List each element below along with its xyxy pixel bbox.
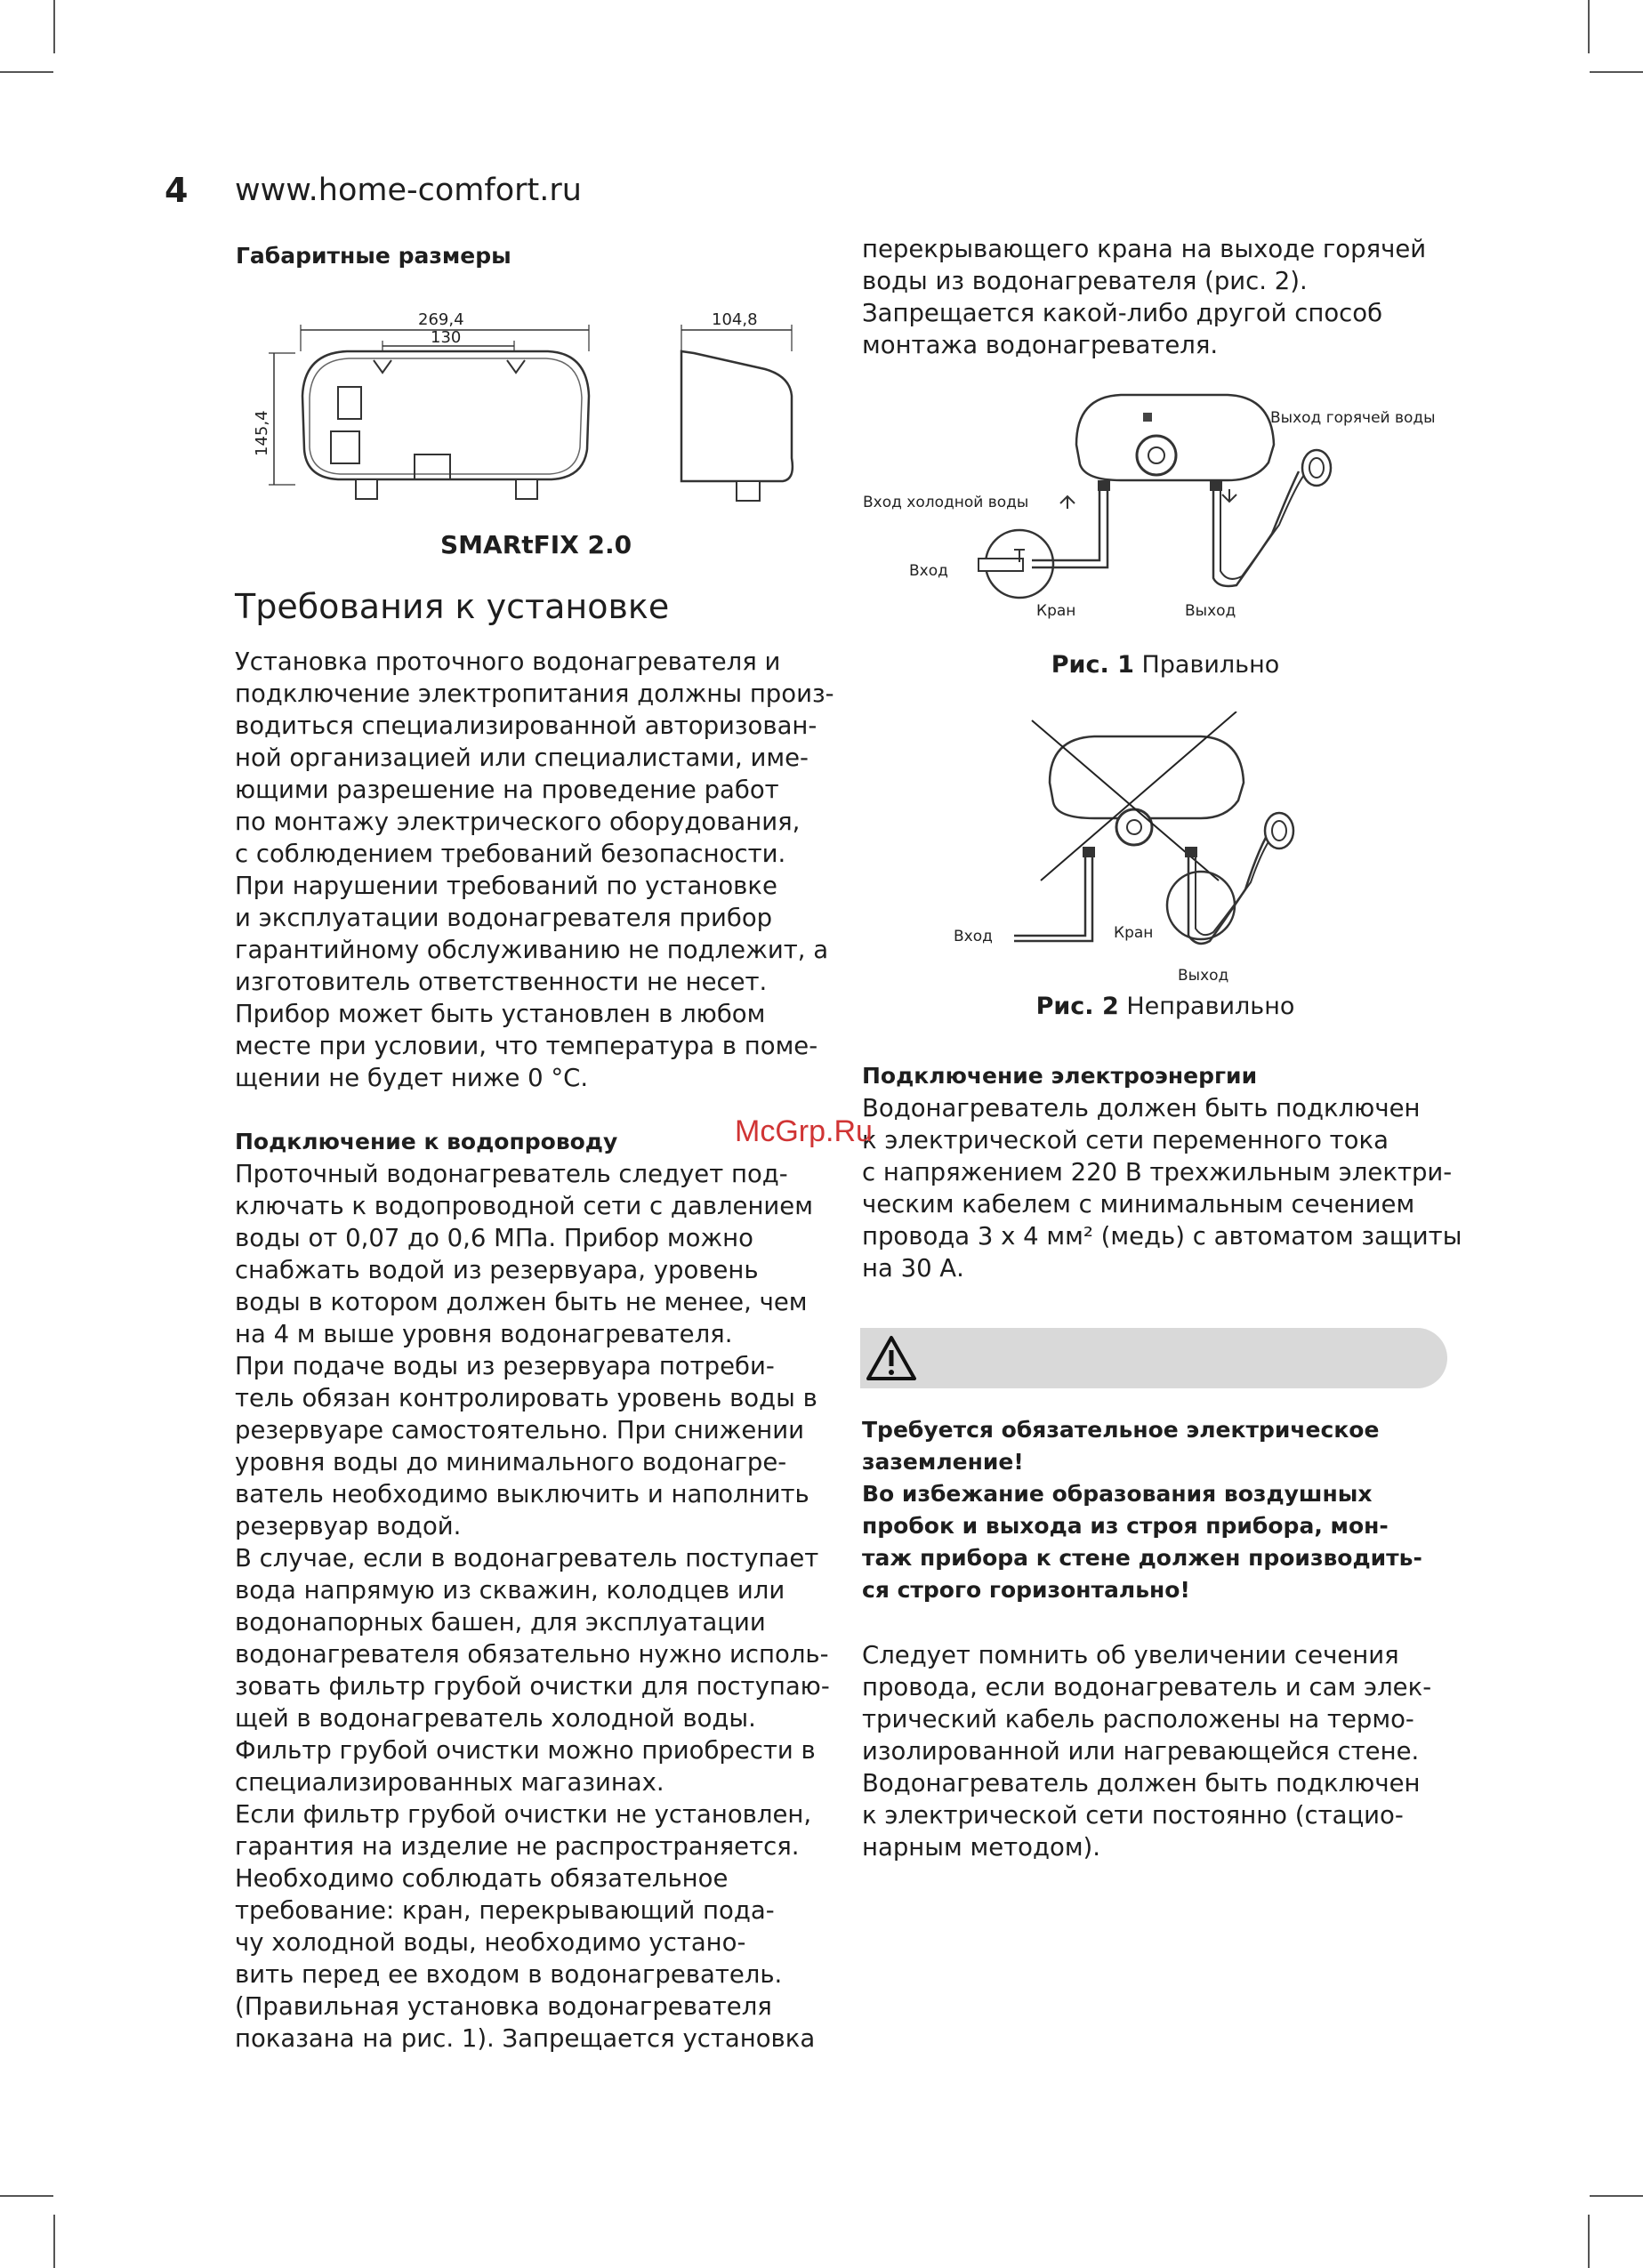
installation-title: Требования к установке [235,587,670,626]
figure-1-caption [1005,651,1325,679]
fig1-inlet-label: Вход [909,562,948,580]
text-line: ной организацией или специалистами, име- [235,744,809,772]
text-line: перекрывающего крана на выходе горячей [862,235,1427,263]
text-line: к электрической сети постоянно (стацио- [862,1801,1404,1830]
fig2-outlet-label: Выход [1178,967,1229,985]
electric-section [862,1060,1462,1284]
dim-depth: 104,8 [712,310,758,329]
text-line: чу холодной воды, необходимо устано- [235,1928,746,1957]
text-line: тель обязан контролировать уровень воды в [235,1384,817,1412]
text-line: водонагревателя обязательно нужно исполь- [235,1640,829,1669]
text-line: щей в водонагреватель холодной воды. [235,1704,756,1733]
crop-mark [0,71,53,73]
text-line: Проточный водонагреватель следует под- [235,1160,788,1188]
fig2-caption-number: Рис. 2 [1035,993,1119,1020]
warning-icon [865,1334,918,1382]
text-line: месте при условии, что температура в поме- [235,1032,818,1060]
final-text [862,1639,1431,1863]
text-line: таж прибора к стене должен производить- [862,1545,1422,1571]
text-line: провода, если водонагреватель и сам элек- [862,1673,1432,1701]
page-number: 4 [165,171,189,210]
text-line: резервуар водой. [235,1512,462,1540]
text-line: монтажа водонагревателя. [862,331,1219,359]
text-line: Требуется обязательное электрическое [862,1417,1380,1443]
text-line: подключение электропитания должны произ- [235,680,834,708]
text-line: уровня воды до минимального водонагре- [235,1448,787,1476]
right-top-text [862,233,1426,361]
fig1-valve-label: Кран [1036,602,1076,620]
crop-mark [1590,2195,1643,2197]
text-line: пробок и выхода из строя прибора, мон- [862,1513,1389,1539]
text-line: вода напрямую из скважин, колодцев или [235,1576,785,1604]
text-line: требование: кран, перекрывающий пода- [235,1896,775,1925]
text-line: снабжать водой из резервуара, уровень [235,1256,759,1284]
text-line: изолированной или нагревающейся стене. [862,1737,1420,1765]
figure-2-incorrect [943,712,1370,987]
text-line: гарантийному обслуживанию не подлежит, а [235,936,829,964]
text-line: на 4 м выше уровня водонагревателя. [235,1320,733,1348]
text-line: Прибор может быть установлен в любом [235,1000,766,1028]
text-line: воды из водонагревателя (рис. 2). [862,267,1308,295]
text-line: изготовитель ответственности не несет. [235,968,768,996]
text-line: заземление! [862,1449,1024,1475]
fig1-cold-in-label: Вход холодной воды [863,494,1029,511]
fig2-inlet-label: Вход [954,928,993,945]
text-line: При подаче воды из резервуара потреби- [235,1352,775,1380]
text-line: трический кабель расположены на термо- [862,1705,1414,1733]
text-line: гарантия на изделие не распространяется. [235,1832,800,1861]
warning-bar [860,1328,1447,1388]
text-line: воды в котором должен быть не менее, чем [235,1288,808,1316]
text-line: водонапорных башен, для эксплуатации [235,1608,766,1637]
crop-mark [0,2195,53,2197]
fig1-hot-out-label: Выход горячей воды [1270,409,1436,427]
fig2-caption-text: Неправильно [1118,993,1295,1020]
text-line: Необходимо соблюдать обязательное [235,1864,729,1893]
model-name: SMARtFIX 2.0 [440,530,632,559]
crop-mark [53,0,55,53]
text-line: (Правильная установка водонагревателя [235,1992,772,2021]
text-line: показана на рис. 1). Запрещается установка [235,2024,816,2053]
electric-title: Подключение электроэнергии [862,1063,1258,1089]
text-line: В случае, если в водонагреватель поступает [235,1544,819,1572]
text-line: ватель необходимо выключить и наполнить [235,1480,809,1508]
warning-text [862,1414,1422,1606]
text-line: Во избежание образования воздушных [862,1481,1373,1507]
fig2-valve-label: Кран [1114,924,1154,942]
watermark: McGrp.Ru [735,1114,873,1148]
figure-2-caption [987,993,1343,1020]
crop-mark [1590,71,1643,73]
text-line: резервуаре самостоятельно. При снижении [235,1416,805,1444]
text-line: При нарушении требований по установке [235,872,777,900]
text-line: Установка проточного водонагревателя и [235,647,781,676]
fig1-caption-number: Рис. 1 [1051,651,1134,679]
crop-mark [1588,0,1590,53]
dimension-drawing [240,298,809,529]
text-line: с соблюдением требований безопасности. [235,840,786,868]
water-title: Подключение к водопроводу [235,1129,618,1154]
text-line: Фильтр грубой очистки можно приобрести в [235,1736,816,1765]
text-line: к электрической сети переменного тока [862,1126,1389,1154]
text-line: нарным методом). [862,1833,1101,1862]
text-line: на 30 А. [862,1254,964,1283]
text-line: Водонагреватель должен быть подключен [862,1769,1421,1798]
dim-height: 145,4 [253,410,271,456]
crop-mark [1588,2215,1590,2268]
text-line: по монтажу электрического оборудования, [235,808,801,836]
text-line: водиться специализированной авторизован- [235,712,817,740]
text-line: зовать фильтр грубой очистки для поступаю- [235,1672,830,1701]
text-line: Водонагреватель должен быть подключен [862,1094,1421,1122]
text-line: вить перед ее входом в водонагреватель. [235,1960,783,1989]
website-url: www.home-comfort.ru [235,173,582,208]
text-line: специализированных магазинах. [235,1768,664,1797]
text-line: ющими разрешение на проведение работ [235,776,779,804]
text-line: ся строго горизонтально! [862,1577,1190,1603]
installation-text [235,646,834,1094]
fig1-caption-text: Правильно [1133,651,1280,679]
text-line: Следует помнить об увеличении сечения [862,1641,1399,1669]
crop-mark [53,2215,55,2268]
dim-bracket: 130 [431,328,462,347]
text-line: Запрещается какой-либо другой способ [862,299,1383,327]
text-line: с напряжением 220 В трехжильным электри- [862,1158,1453,1186]
text-line: воды от 0,07 до 0,6 МПа. Прибор можно [235,1224,753,1252]
text-line: щении не будет ниже 0 °С. [235,1064,589,1092]
text-line: ческим кабелем с минимальным сечением [862,1190,1415,1218]
text-line: провода 3 х 4 мм² (медь) с автоматом защиты [862,1222,1462,1251]
text-line: и эксплуатации водонагревателя прибор [235,904,773,932]
dimensions-title: Габаритные размеры [236,243,511,269]
text-line: ключать к водопроводной сети с давлением [235,1192,813,1220]
water-section [235,1126,830,2055]
text-line: Если фильтр грубой очистки не установлен, [235,1800,812,1829]
dim-width: 269,4 [418,310,464,329]
fig1-outlet-label: Выход [1185,602,1236,620]
figure-1-correct [854,382,1450,631]
